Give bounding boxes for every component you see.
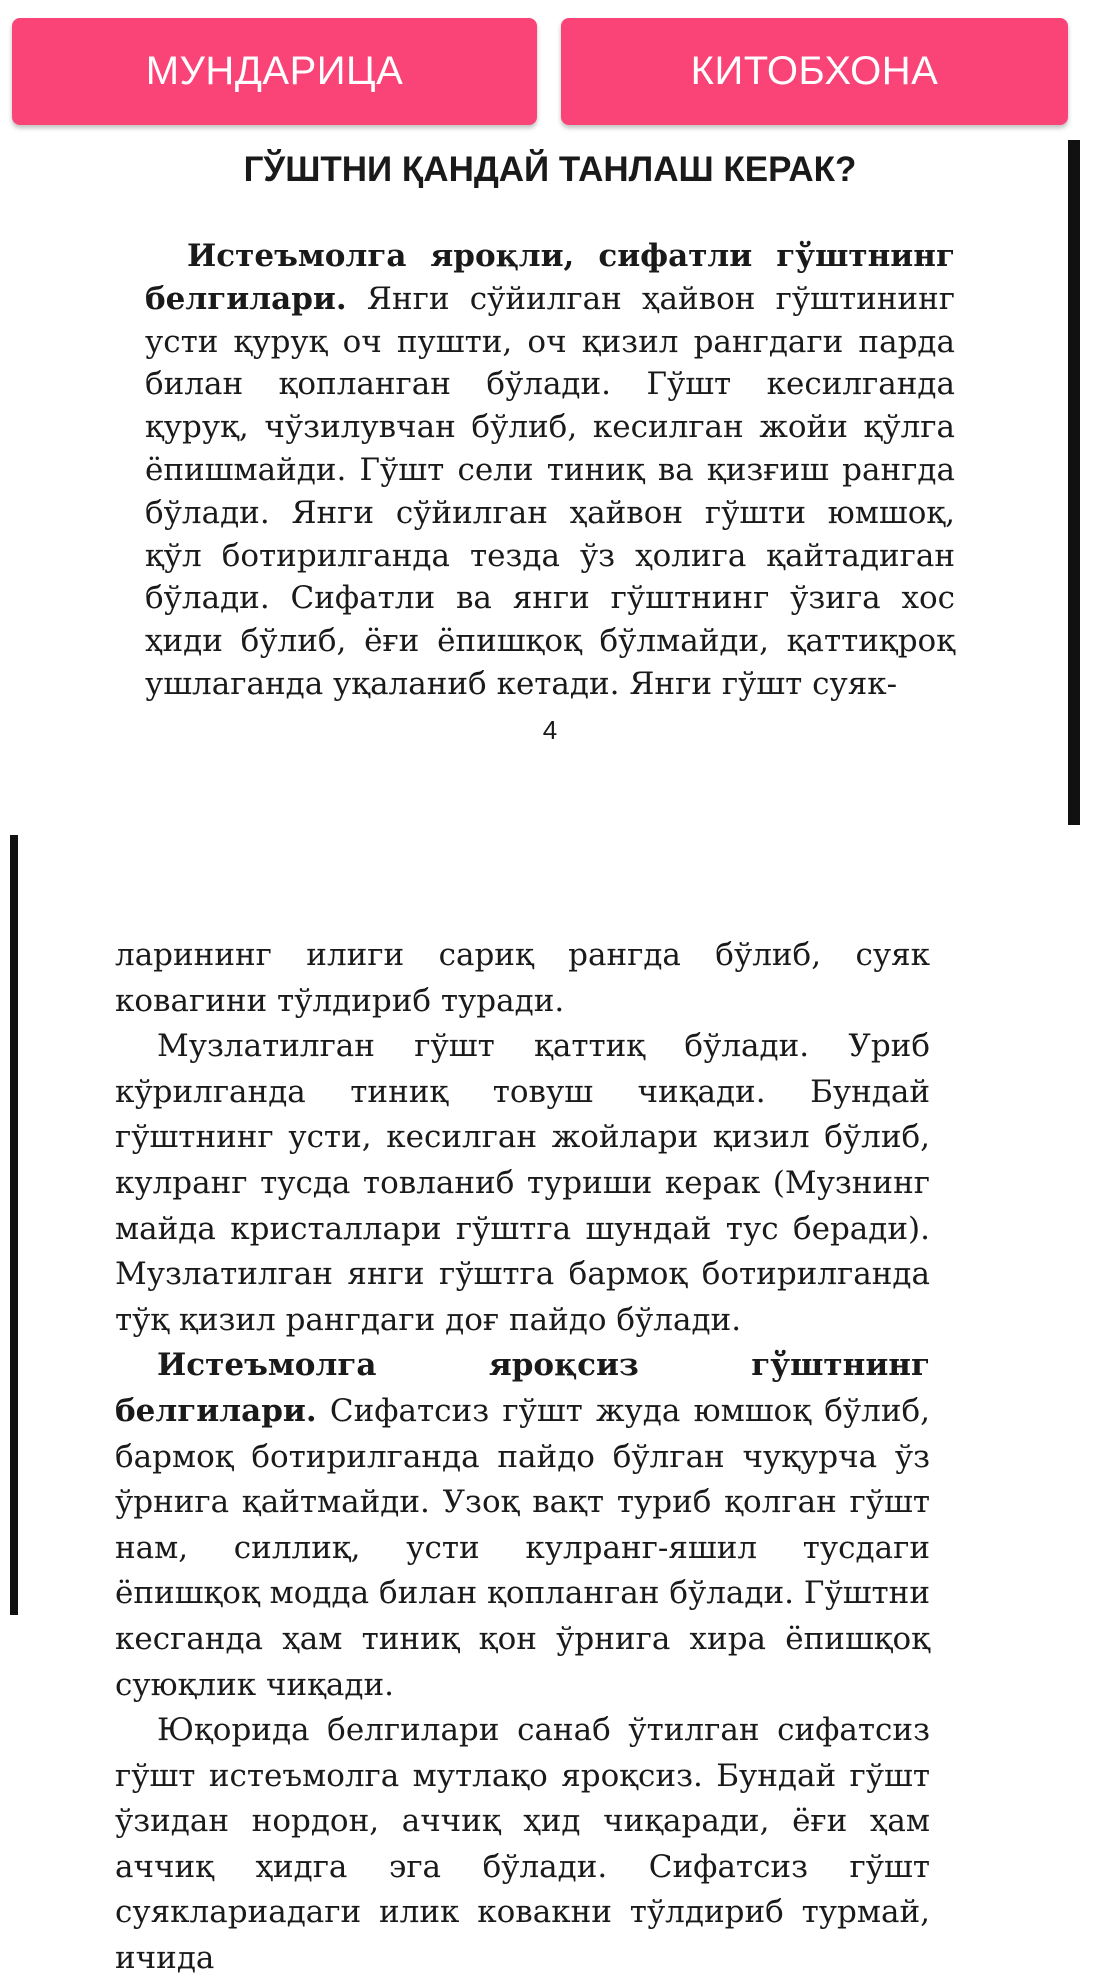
page-number: 4 bbox=[542, 715, 558, 745]
paragraph bbox=[145, 235, 955, 706]
paragraph-text: Янги сўйилган ҳайвон гўштининг усти қуруқ оч пушти, оч қизил рангдаги парда билан қопланган бўлади. Гўшт кесилганда қуруқ, чўзилувчан бўлиб, кесилган жойи қўлга ёпишмайди. Гўшт сели тиниқ ва қизғиш рангда бўлади. Янги сўйилган ҳайвон гўшти юмшоқ, қўл ботирилганда тезда ўз ҳолига қайтадиган бўлади. Сифатли ва янги гўштнинг ўзига хос ҳиди бўлиб, ёғи ёпишқоқ бўлмайди, қаттиқроқ ушлаганда уқаланиб кетади. Янги гўшт суяк- bbox=[145, 280, 955, 702]
paragraph-text: Сифатсиз гўшт жуда юмшоқ бўлиб, бармоқ ботирилганда пайдо бўлган чуқурча ўз ўрнига қайтмайди. Узоқ вақт туриб қолган гўшт нам, силлиқ, усти кулранг-яшил тусдаги ёпишқоқ модда билан қопланган бўлади. Гўштни кесганда ҳам тиниқ қон ўрнига хира ёпишқоқ суюқлик чиқади. bbox=[115, 1392, 930, 1703]
page-separator bbox=[0, 825, 1080, 835]
top-toolbar bbox=[0, 0, 1080, 140]
paragraph bbox=[115, 1343, 930, 1708]
paragraph-heading: Истеъмолга яроқли, сифатли гўштнинг белгилари. bbox=[145, 238, 955, 317]
book-page-2 bbox=[0, 835, 1080, 1977]
paragraph-heading: Истеъмолга яроқсиз гўштнинг белгилари. bbox=[115, 1347, 930, 1429]
paragraph: ларининг илиги сариқ рангда бўлиб, суяк ковагини тўлдириб туради. bbox=[115, 937, 930, 1019]
contents-button[interactable]: МУНДАРИЦА bbox=[12, 18, 537, 125]
page-1-body bbox=[145, 235, 955, 706]
paragraph: Музлатилган гўшт қаттиқ бўлади. Уриб кўрилганда тиниқ товуш чиқади. Бундай гўштнинг усти, кесилган жойлари қизил бўлиб, кулранг тусда товланиб туриши керак (Музнинг майда кристаллари гўштга шундай тус беради). Музлатилган янги гўштга бармоқ ботирилганда тўқ қизил рангдаги доғ пайдо бўлади. bbox=[115, 1028, 930, 1338]
library-button[interactable]: КИТОБХОНА bbox=[561, 18, 1068, 125]
chapter-title: ГЎШТНИ ҚАНДАЙ ТАНЛАШ КЕРАК? bbox=[243, 150, 857, 189]
page-edge-shadow bbox=[10, 835, 18, 1615]
book-page-1 bbox=[0, 140, 1080, 825]
paragraph: Юқорида белгилари санаб ўтилган сифатсиз гўшт истеъмолга мутлақо яроқсиз. Бундай гўшт ўзидан нордон, аччиқ ҳид чиқаради, ёғи ҳам аччиқ ҳидга эга бўлади. Сифатсиз гўшт суяклариадаги илик ковакни тўлдириб турмай, ичида bbox=[115, 1712, 930, 1977]
page-2-body bbox=[115, 933, 930, 1982]
